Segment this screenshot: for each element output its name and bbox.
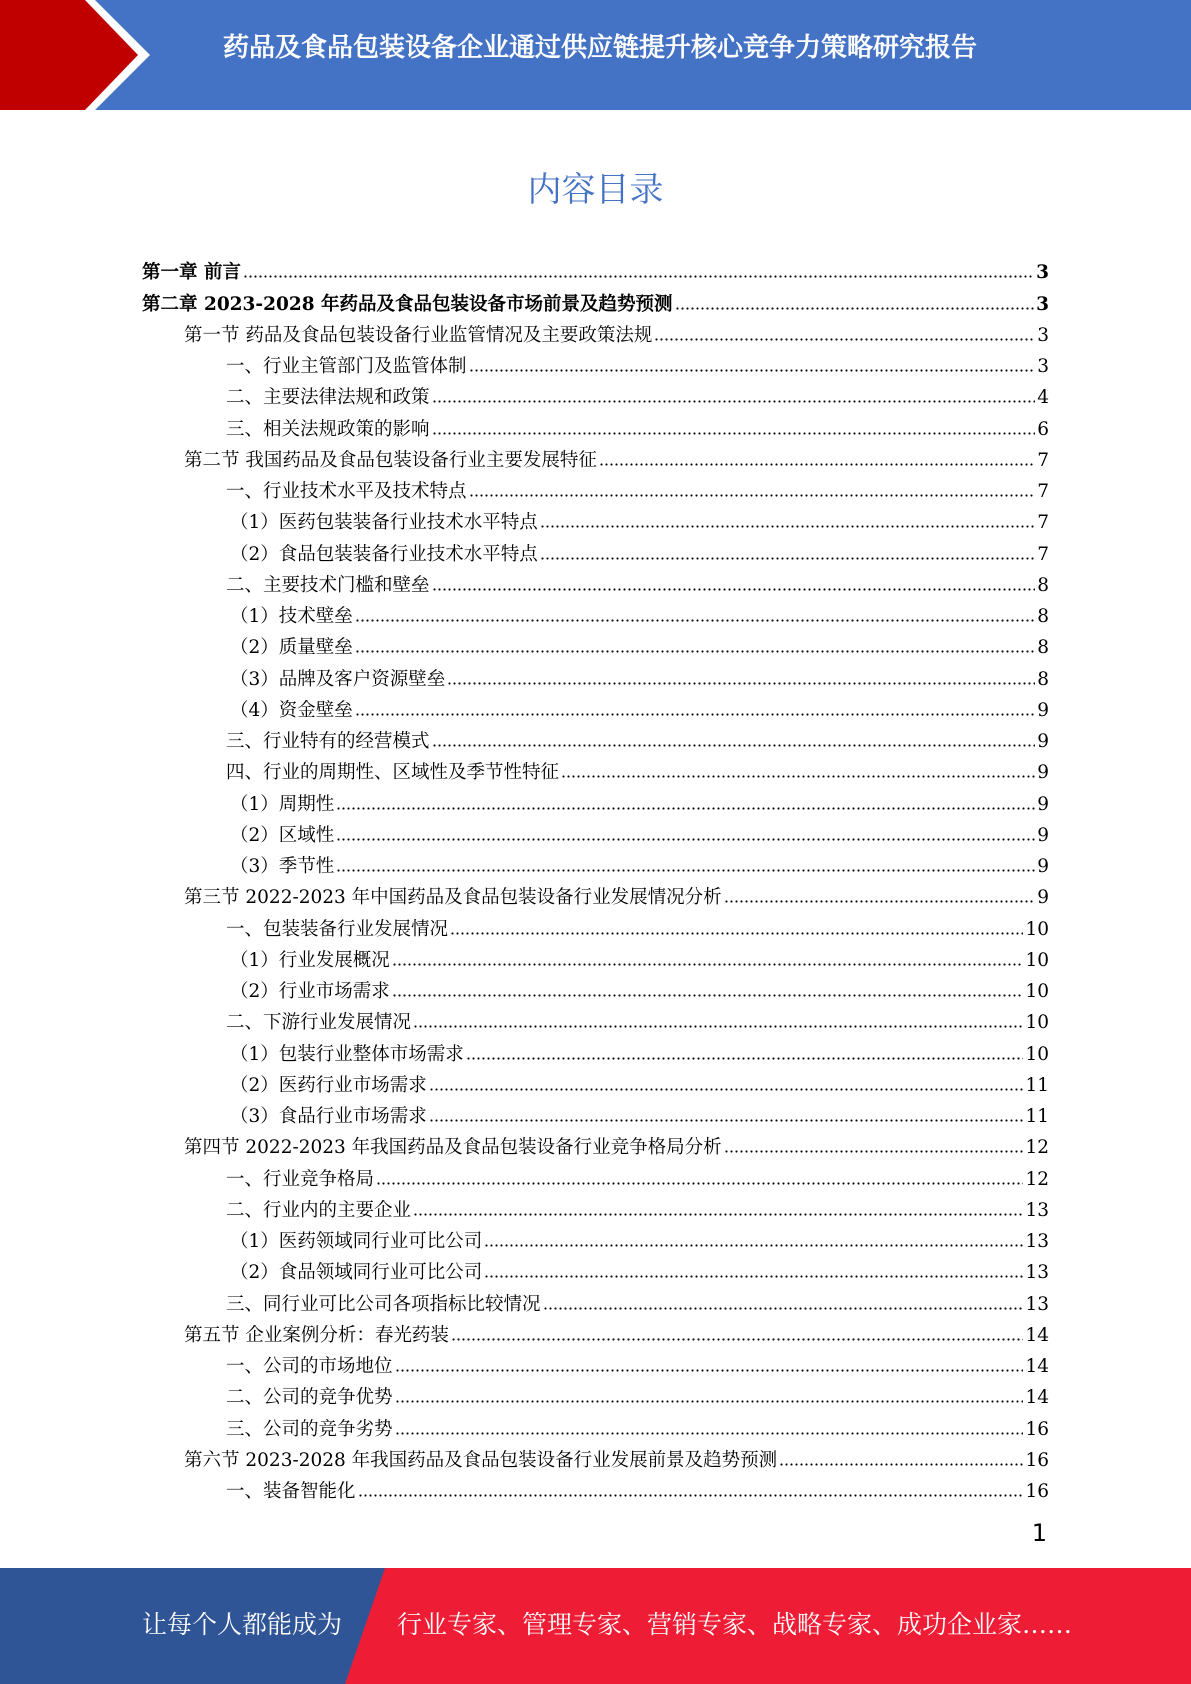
toc-entry[interactable]	[142, 847, 1049, 878]
toc-entry-title: 第二章 2023-2028 年药品及食品包装设备市场前景及趋势预测	[142, 293, 673, 315]
toc-entry[interactable]	[142, 1316, 1049, 1347]
toc-dot-leader	[469, 493, 1036, 498]
toc-entry[interactable]	[142, 691, 1049, 722]
toc-entry-page: 11	[1025, 1106, 1049, 1127]
toc-dot-leader	[432, 743, 1036, 748]
toc-entry[interactable]	[142, 1128, 1049, 1159]
toc-entry[interactable]	[142, 378, 1049, 409]
toc-entry[interactable]	[142, 1284, 1049, 1315]
toc-entry[interactable]	[142, 566, 1049, 597]
toc-dot-leader	[395, 1431, 1024, 1436]
toc-entry-page: 3	[1036, 262, 1049, 284]
toc-entry[interactable]	[142, 441, 1049, 472]
toc-entry-title: 第三节 2022-2023 年中国药品及食品包装设备行业发展情况分析	[184, 887, 722, 909]
toc-dot-leader	[484, 1274, 1023, 1279]
toc-entry-title: （1）医药包装装备行业技术水平特点	[230, 512, 538, 534]
toc-entry[interactable]	[142, 878, 1049, 909]
toc-entry-page: 10	[1025, 981, 1049, 1002]
toc-entry[interactable]	[142, 347, 1049, 378]
toc-entry-page: 13	[1025, 1199, 1049, 1221]
toc-entry-title: （2）医药行业市场需求	[230, 1074, 427, 1096]
toc-entry-page: 10	[1025, 918, 1049, 940]
toc-dot-leader	[432, 431, 1036, 436]
toc-entry-title: 四、行业的周期性、区域性及季节性特征	[226, 762, 560, 784]
toc-heading: 内容目录	[527, 170, 664, 210]
toc-entry-title: 一、公司的市场地位	[226, 1356, 393, 1377]
toc-entry-title: 二、公司的竞争优势	[226, 1387, 393, 1409]
toc-entry-title: （2）质量壁垒	[230, 637, 353, 659]
toc-entry-page: 14	[1025, 1387, 1049, 1409]
toc-entry-title: 二、行业内的主要企业	[226, 1199, 412, 1221]
toc-entry[interactable]	[142, 409, 1049, 440]
toc-entry-title: 第四节 2022-2023 年我国药品及食品包装设备行业竞争格局分析	[184, 1137, 722, 1159]
toc-entry[interactable]	[142, 784, 1049, 815]
toc-dot-leader	[561, 774, 1035, 779]
toc-dot-leader	[484, 1243, 1023, 1248]
toc-entry-page: 8	[1037, 574, 1049, 596]
toc-entry-page: 7	[1037, 481, 1049, 502]
toc-entry-page: 9	[1037, 824, 1049, 846]
toc-entry-page: 10	[1025, 1012, 1049, 1034]
toc-dot-leader	[413, 1212, 1023, 1217]
toc-dot-leader	[724, 899, 1036, 904]
toc-dot-leader	[447, 681, 1035, 686]
toc-dot-leader	[450, 931, 1023, 936]
toc-dot-leader	[355, 618, 1035, 623]
toc-dot-leader	[724, 1149, 1024, 1154]
toc-dot-leader	[429, 1087, 1024, 1092]
toc-entry-title: （1）包装行业整体市场需求	[230, 1043, 464, 1065]
toc-entry-title: 一、行业技术水平及技术特点	[226, 481, 467, 502]
footer-banner	[0, 1568, 1191, 1684]
toc-entry[interactable]	[142, 1472, 1049, 1503]
footer-slogan-left: 让每个人都能成为	[142, 1610, 343, 1639]
toc-entry-title: （1）技术壁垒	[230, 606, 353, 627]
toc-entry-page: 7	[1037, 543, 1049, 565]
toc-dot-leader	[543, 1306, 1024, 1311]
table-of-contents	[142, 253, 1049, 1503]
toc-entry[interactable]	[142, 1253, 1049, 1284]
toc-entry-page: 14	[1025, 1356, 1049, 1377]
toc-entry-page: 16	[1025, 1418, 1049, 1440]
toc-entry[interactable]	[142, 253, 1049, 284]
toc-dot-leader	[540, 556, 1035, 561]
toc-dot-leader	[540, 524, 1035, 529]
toc-entry-title: 一、包装装备行业发展情况	[226, 918, 449, 940]
toc-dot-leader	[413, 1024, 1023, 1029]
toc-entry-page: 16	[1025, 1481, 1049, 1502]
toc-entry-title: 第一章 前言	[142, 262, 241, 284]
toc-entry[interactable]	[142, 972, 1049, 1003]
toc-dot-leader	[675, 306, 1035, 311]
toc-entry[interactable]	[142, 472, 1049, 503]
toc-dot-leader	[395, 1368, 1024, 1373]
toc-entry-title: （2）食品领域同行业可比公司	[230, 1262, 483, 1284]
toc-entry-title: （1）周期性	[230, 793, 335, 815]
toc-entry-page: 9	[1037, 887, 1049, 909]
toc-entry[interactable]	[142, 1034, 1049, 1065]
toc-entry-page: 8	[1037, 668, 1049, 690]
toc-entry-page: 9	[1037, 731, 1049, 752]
toc-entry[interactable]	[142, 1378, 1049, 1409]
toc-entry-page: 8	[1037, 637, 1049, 659]
toc-dot-leader	[376, 1181, 1023, 1186]
toc-entry-page: 9	[1037, 856, 1049, 877]
header-banner	[0, 0, 1191, 110]
toc-entry-title: 第五节 企业案例分析：春光药装	[184, 1324, 449, 1346]
toc-dot-leader	[358, 1493, 1024, 1498]
toc-entry-title: 三、相关法规政策的影响	[226, 418, 430, 440]
footer-slogan-right: 行业专家、管理专家、营销专家、战略专家、成功企业家……	[397, 1610, 1073, 1639]
toc-entry-page: 6	[1037, 418, 1049, 440]
toc-dot-leader	[336, 868, 1035, 873]
toc-entry-page: 12	[1025, 1137, 1049, 1159]
toc-dot-leader	[392, 993, 1024, 998]
toc-entry-title: （1）行业发展概况	[230, 949, 390, 971]
toc-entry-page: 8	[1037, 606, 1049, 627]
toc-dot-leader	[469, 368, 1036, 373]
toc-dot-leader	[336, 837, 1035, 842]
toc-entry[interactable]	[142, 1222, 1049, 1253]
toc-entry-title: 第二节 我国药品及食品包装设备行业主要发展特征	[184, 449, 597, 471]
toc-entry[interactable]	[142, 1066, 1049, 1097]
toc-entry-title: 一、行业竞争格局	[226, 1168, 375, 1190]
toc-entry-title: 第六节 2023-2028 年我国药品及食品包装设备行业发展前景及趋势预测	[184, 1449, 778, 1471]
toc-entry[interactable]	[142, 753, 1049, 784]
toc-entry-page: 10	[1025, 1043, 1049, 1065]
toc-entry-title: 一、行业主管部门及监管体制	[226, 356, 467, 377]
toc-dot-leader	[432, 587, 1036, 592]
toc-entry[interactable]	[142, 1097, 1049, 1128]
toc-entry-page: 11	[1025, 1074, 1049, 1096]
toc-entry-page: 13	[1025, 1262, 1049, 1284]
toc-dot-leader	[654, 337, 1035, 342]
toc-entry-page: 7	[1037, 512, 1049, 534]
toc-entry-title: 三、公司的竞争劣势	[226, 1418, 393, 1440]
toc-entry[interactable]	[142, 534, 1049, 565]
toc-entry-title: 二、下游行业发展情况	[226, 1012, 412, 1034]
toc-dot-leader	[392, 962, 1024, 967]
toc-dot-leader	[243, 274, 1034, 279]
toc-entry-title: （1）医药领域同行业可比公司	[230, 1231, 483, 1252]
toc-entry-page: 4	[1037, 387, 1049, 409]
toc-dot-leader	[336, 806, 1035, 811]
toc-entry-title: （3）食品行业市场需求	[230, 1106, 427, 1127]
toc-dot-leader	[599, 462, 1035, 467]
toc-entry[interactable]	[142, 722, 1049, 753]
toc-entry[interactable]	[142, 816, 1049, 847]
toc-entry-title: 一、装备智能化	[226, 1481, 356, 1502]
toc-entry[interactable]	[142, 597, 1049, 628]
toc-entry[interactable]	[142, 659, 1049, 690]
toc-entry-page: 3	[1036, 293, 1049, 315]
toc-entry-title: 三、同行业可比公司各项指标比较情况	[226, 1293, 541, 1315]
toc-entry-page: 9	[1037, 793, 1049, 815]
toc-entry[interactable]	[142, 628, 1049, 659]
toc-entry-page: 14	[1025, 1324, 1049, 1346]
toc-entry-title: （3）季节性	[230, 856, 335, 877]
toc-entry[interactable]	[142, 1347, 1049, 1378]
report-title: 药品及食品包装设备企业通过供应链提升核心竞争力策略研究报告	[222, 33, 977, 63]
toc-entry-page: 9	[1037, 762, 1049, 784]
toc-entry-title: 第一节 药品及食品包装设备行业监管情况及主要政策法规	[184, 324, 653, 346]
toc-entry[interactable]	[142, 284, 1049, 315]
toc-dot-leader	[429, 1118, 1024, 1123]
page-number: 1	[1031, 1519, 1047, 1547]
toc-dot-leader	[466, 1056, 1024, 1061]
toc-entry-title: （2）区域性	[230, 824, 335, 846]
toc-entry-page: 13	[1025, 1293, 1049, 1315]
toc-entry-title: 二、主要法律法规和政策	[226, 387, 430, 409]
toc-entry[interactable]	[142, 909, 1049, 940]
toc-entry-page: 9	[1037, 699, 1049, 721]
toc-entry-page: 10	[1025, 949, 1049, 971]
toc-entry-page: 12	[1025, 1168, 1049, 1190]
toc-dot-leader	[432, 399, 1036, 404]
toc-dot-leader	[451, 1337, 1024, 1342]
toc-entry-page: 7	[1037, 449, 1049, 471]
toc-dot-leader	[779, 1462, 1023, 1467]
toc-entry[interactable]	[142, 1441, 1049, 1472]
toc-entry[interactable]	[142, 1159, 1049, 1190]
toc-entry-title: 三、行业特有的经营模式	[226, 731, 430, 752]
toc-entry-title: （3）品牌及客户资源壁垒	[230, 668, 446, 690]
toc-entry[interactable]	[142, 1409, 1049, 1440]
toc-dot-leader	[395, 1399, 1024, 1404]
toc-entry-title: （2）行业市场需求	[230, 981, 390, 1002]
toc-entry[interactable]	[142, 941, 1049, 972]
toc-dot-leader	[355, 712, 1035, 717]
toc-entry-title: （4）资金壁垒	[230, 699, 353, 721]
toc-entry-page: 13	[1025, 1231, 1049, 1252]
toc-entry[interactable]	[142, 1003, 1049, 1034]
toc-entry-title: 二、主要技术门槛和壁垒	[226, 574, 430, 596]
toc-entry-page: 3	[1037, 356, 1049, 377]
toc-entry[interactable]	[142, 316, 1049, 347]
toc-entry-title: （2）食品包装装备行业技术水平特点	[230, 543, 538, 565]
toc-entry[interactable]	[142, 1191, 1049, 1222]
toc-entry-page: 3	[1037, 324, 1049, 346]
toc-entry[interactable]	[142, 503, 1049, 534]
toc-entry-page: 16	[1025, 1449, 1049, 1471]
toc-dot-leader	[355, 649, 1035, 654]
